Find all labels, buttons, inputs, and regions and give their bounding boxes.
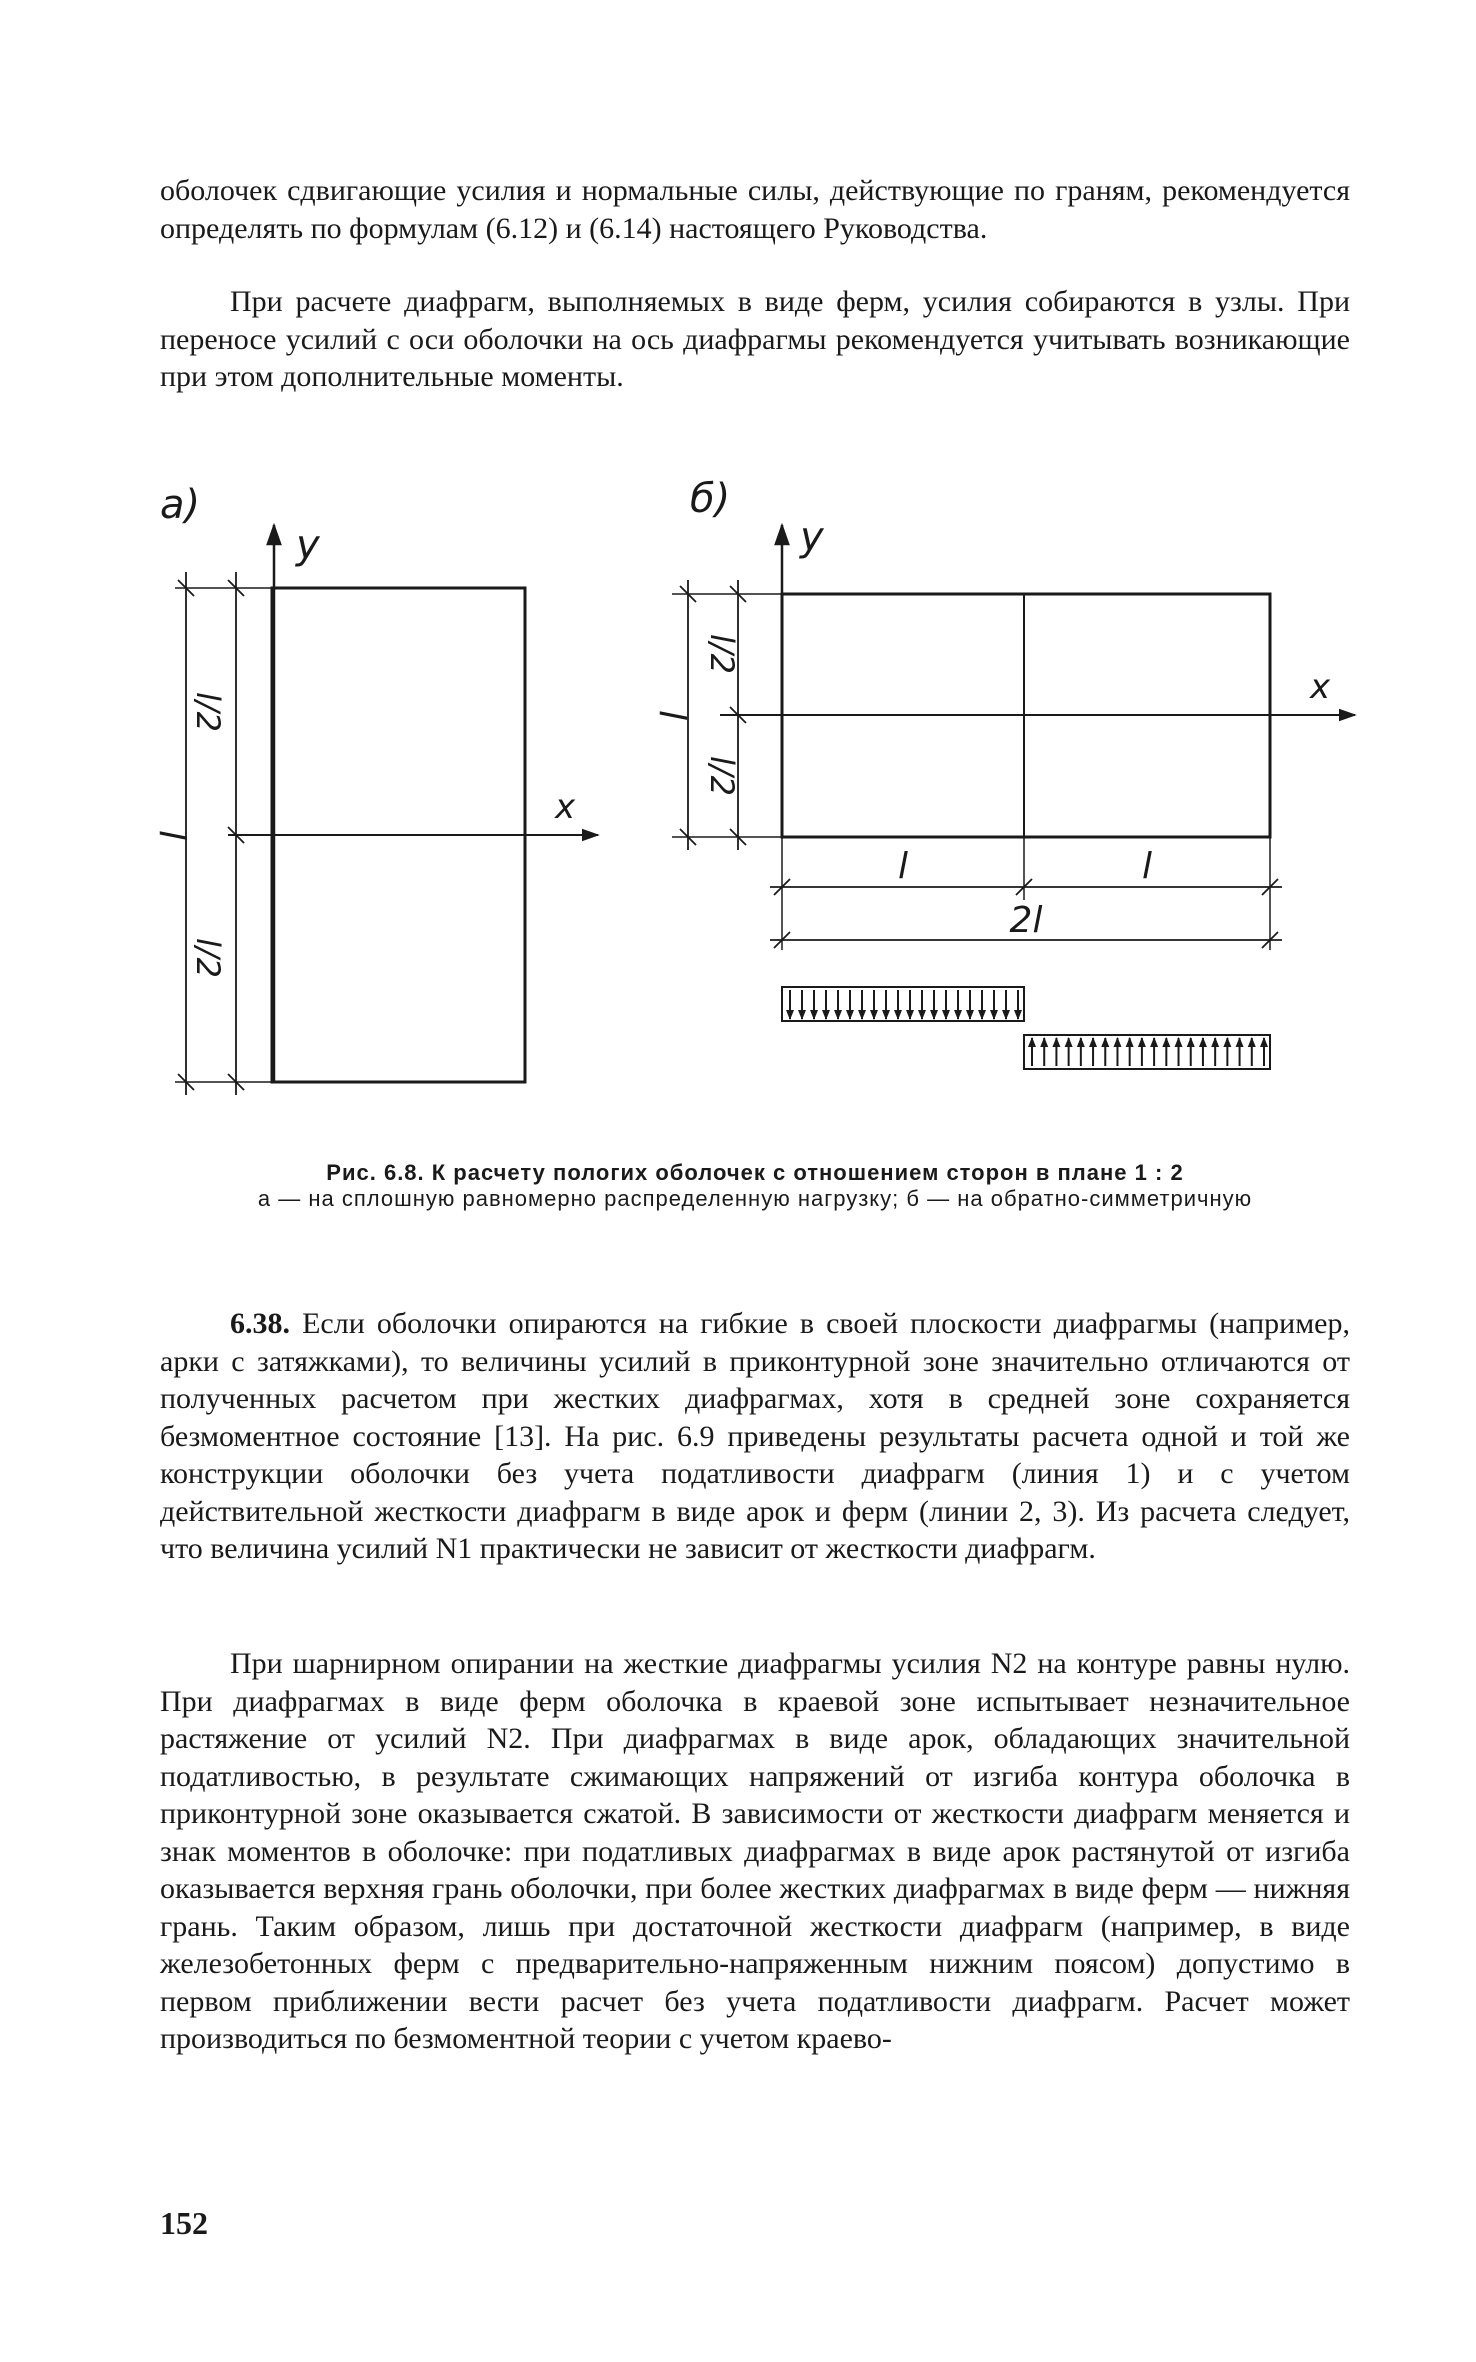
dim-l-b: l: [651, 709, 692, 721]
paragraph-hinged-support: При шарнирном опирании на жесткие диафрагмы усилия N2 на контуре равны нулю. При диафрагмах в виде ферм оболочка в краевой зоне испытывает незначительное растяжение от усилий N2. При диафрагмах в виде арок, обладающих значительной податливостью, в результате сжимающих напряжений от изгиба контура оболочка в приконтурной зоне оказывается сжатой. В зависимости от жесткости диафрагм меняется и знак моментов в оболочке: при податливых диафрагмах в виде арок растянутой от изгиба оказывается верхняя грань оболочки, при более жестких диафрагмах в виде ферм — нижняя грань. Таким образом, лишь при достаточной жесткости диафрагм (например, в виде железобетонных ферм с предварительно-напряженным нижним поясом) допустимо в первом приближении вести расчет без учета податливости диафрагм. Расчет может производиться по безмоментной теории с учетом краево-: [160, 1647, 1350, 2055]
subfigure-b: [672, 525, 1355, 950]
paragraph-number: 6.38.: [230, 1307, 290, 1340]
downward-load-arrows: [790, 990, 1018, 1019]
caption-subtitle: а — на сплошную равномерно распределенную нагрузку; б — на обратно-симметричную: [257, 1186, 1253, 1211]
figure-caption: [160, 1160, 1350, 1212]
paragraph-diaphragm-trusses: При расчете диафрагм, выполняемых в виде ферм, усилия собираются в узлы. При переносе усилий с оси оболочки на ось диафрагмы рекомендуется учитывать возникающие при этом дополнительные моменты.: [160, 285, 1350, 393]
page-number: 152: [160, 2205, 208, 2241]
load-up-block: [1024, 1035, 1270, 1069]
load-down-block: [782, 987, 1024, 1021]
axis-y-label-a: y: [296, 522, 320, 568]
dim-half-bottom-b: l/2: [703, 755, 741, 797]
paragraph-6-38-text: Если оболочки опираются на гибкие в своей плоскости диафрагмы (например, арки с затяжками), то величины усилий в приконтурной зоне значительно отличаются от полученных расчетом при жестких диафрагмах, хотя в средней зоне сохраняется безмоментное состояние [13]. На рис. 6.9 приведены результаты расчета одной и той же конструкции оболочки без учета податливости диафрагм (линия 1) и с учетом действительной жесткости диафрагм в виде арок и ферм (линии 2, 3). Из расчета следует, что величина усилий N1 практически не зависит от жесткости диафрагм.: [160, 1307, 1350, 1565]
dim-l-left-b: l: [897, 846, 909, 887]
dim-half-top-b: l/2: [703, 633, 741, 675]
paragraph-continuation: оболочек сдвигающие усилия и нормальные силы, действующие по граням, рекомендуется определять по формулам (6.12) и (6.14) настоящего Руководства.: [160, 174, 1350, 245]
axis-x-label-a: x: [555, 787, 576, 827]
axis-x-label-b: x: [1310, 667, 1331, 707]
figure-6-8: [0, 0, 1476, 1160]
subfigure-a: [175, 525, 598, 1095]
axis-y-label-b: y: [800, 514, 824, 560]
dim-l-a: l: [151, 829, 192, 841]
dim-l-right-b: l: [1141, 846, 1153, 887]
dim-2l-b: 2l: [1009, 900, 1043, 941]
dim-half-top-a: l/2: [189, 691, 227, 733]
label-a: a): [160, 482, 201, 528]
load-diagram: [782, 987, 1270, 1069]
paragraph-6-38: [160, 1305, 1350, 1568]
dim-half-bottom-a: l/2: [189, 937, 227, 979]
upward-load-arrows: [1032, 1038, 1264, 1066]
label-b: б): [690, 476, 731, 522]
caption-title: Рис. 6.8. К расчету пологих оболочек с отношением сторон в плане 1 : 2: [326, 1160, 1184, 1185]
